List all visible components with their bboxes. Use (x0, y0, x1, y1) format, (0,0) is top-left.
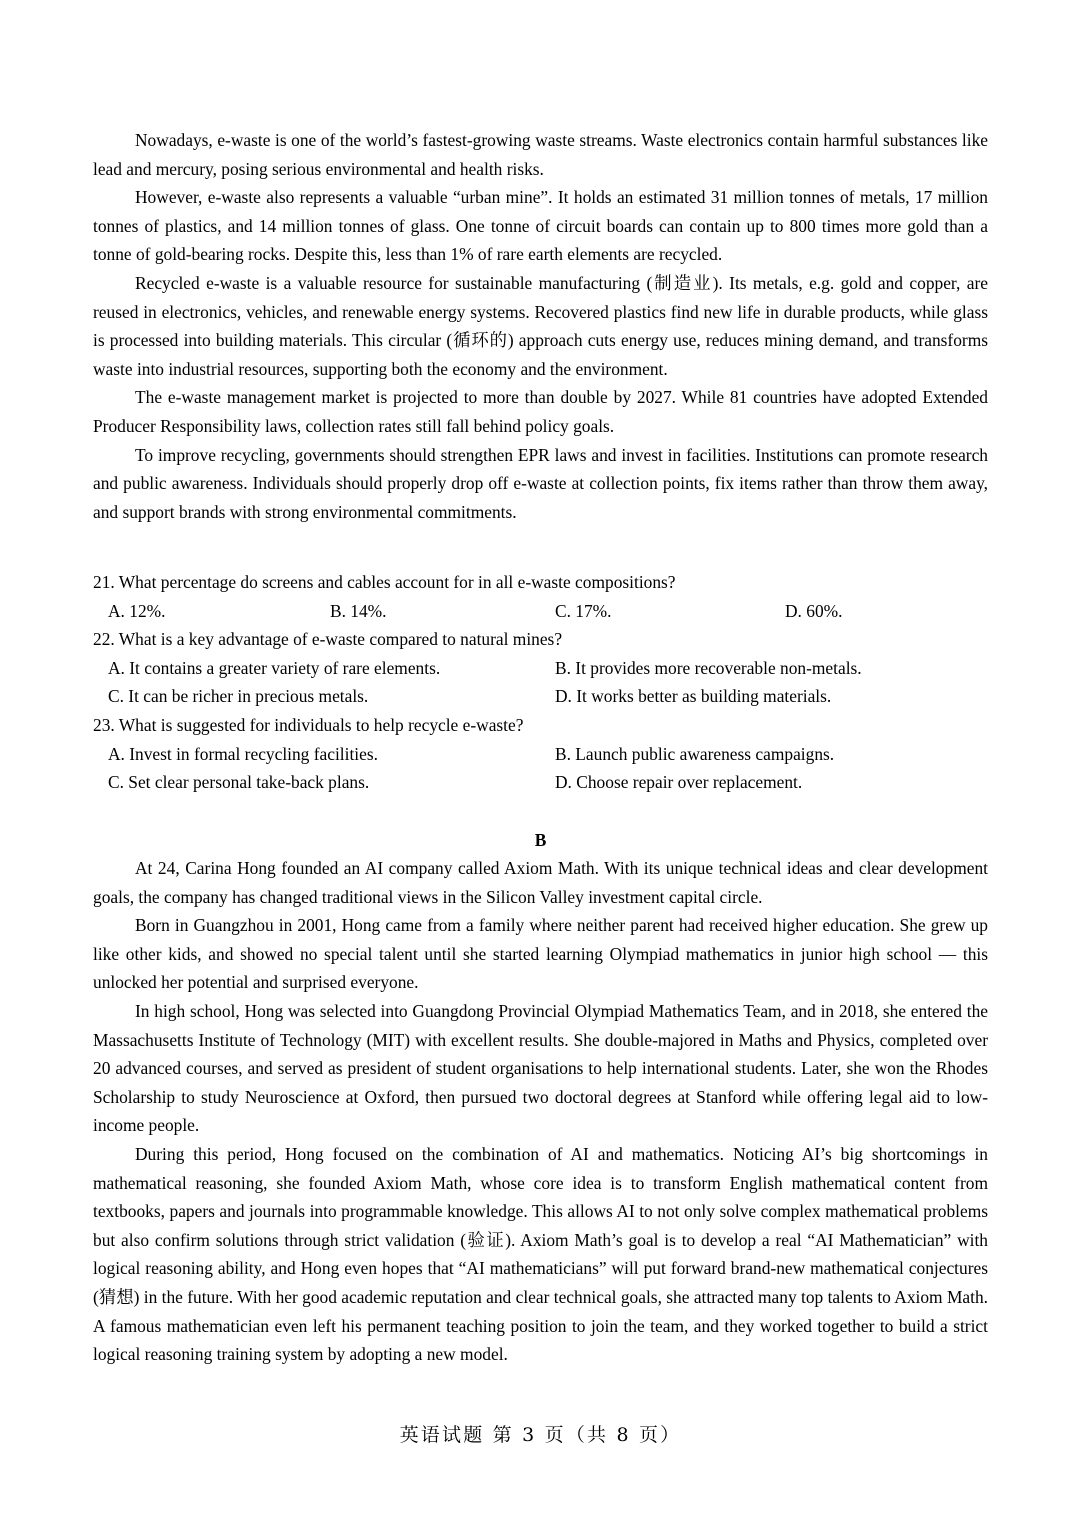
passage-a-paragraph-1: Nowadays, e-waste is one of the world’s fastest-growing waste streams. Waste electronics contain harmful substances like lead and mercury, posing serious environmental and health risks. (93, 130, 988, 179)
exam-page (93, 0, 988, 1528)
passage-a-paragraph-2: However, e-waste also represents a valuable “urban mine”. It holds an estimated 31 million tonnes of metals, 17 million tonnes of plastics, and 14 million tonnes of glass. One tonne of circuit boards can contain up to 800 times more gold than a tonne of gold-bearing rocks. Despite this, less than 1% of rare earth elements are recycled. (93, 187, 988, 265)
question-23-options-row-2 (93, 768, 988, 797)
passage-a (93, 126, 988, 526)
question-21-option-b[interactable]: B. 14%. (330, 600, 387, 621)
passage-a-paragraph-4: The e-waste management market is projected to more than double by 2027. While 81 countries have adopted Extended Producer Responsibility laws, collection rates still fall behind policy goals. (93, 387, 988, 436)
question-23-option-b[interactable]: B. Launch public awareness campaigns. (555, 743, 835, 764)
question-22-stem: 22. What is a key advantage of e-waste compared to natural mines? (93, 629, 563, 650)
question-22-option-b[interactable]: B. It provides more recoverable non-metals. (555, 657, 862, 678)
question-21-option-a[interactable]: A. 12%. (108, 600, 166, 621)
question-22 (93, 625, 988, 711)
question-22-option-d[interactable]: D. It works better as building materials. (555, 686, 832, 707)
question-21-option-c[interactable]: C. 17%. (555, 600, 612, 621)
passage-b-paragraph-1: At 24, Carina Hong founded an AI company called Axiom Math. With its unique technical ideas and clear development goals, the company has changed traditional views in the Silicon Valley investment capital circle. (93, 858, 988, 907)
question-23-option-d[interactable]: D. Choose repair over replacement. (555, 772, 803, 793)
question-list (93, 568, 988, 797)
question-21-option-d[interactable]: D. 60%. (785, 600, 843, 621)
question-22-option-a[interactable]: A. It contains a greater variety of rare elements. (108, 657, 441, 678)
question-21-options (93, 597, 988, 626)
passage-b-paragraph-4: During this period, Hong focused on the combination of AI and mathematics. Noticing AI’s big shortcomings in mathematical reasoning, she founded Axiom Math, whose core idea is to transform English mathematical content from textbooks, papers and journals into programmable knowledge. This allows AI to not only solve complex mathematical problems but also confirm solutions through strict validation (验证). Axiom Math’s goal is to develop a real “AI Mathematician” with logical reasoning ability, and Hong even hopes that “AI mathematicians” will put forward brand-new mathematical conjectures (猜想) in the future. With her good academic reputation and clear technical goals, she attracted many top talents to Axiom Math. A famous mathematician even left his permanent teaching position to join the team, and they worked together to build a strict logical reasoning training system by adopting a new model. (93, 1143, 988, 1365)
question-21 (93, 568, 988, 625)
passage-a-paragraph-5: To improve recycling, governments should strengthen EPR laws and invest in facilities. Institutions can promote research and public awareness. Individuals should properly drop off e-waste at collection points, fix items rather than throw them away, and support brands with strong environmental commitments. (93, 444, 988, 522)
question-22-option-c[interactable]: C. It can be richer in precious metals. (108, 686, 369, 707)
question-23-stem: 23. What is suggested for individuals to help recycle e-waste? (93, 714, 524, 735)
question-22-options-row-2 (93, 682, 988, 711)
passage-b (93, 854, 988, 1369)
page-footer: 英语试题 第 3 页（共 8 页） (399, 1424, 682, 1446)
passage-b-paragraph-2: Born in Guangzhou in 2001, Hong came from a family where neither parent had received higher education. She grew up like other kids, and showed no special talent until she started learning Olympiad mathematics in junior high school — this unlocked her potential and surprised everyone. (93, 915, 988, 993)
section-b-heading: B (534, 830, 547, 850)
question-22-options-row-1 (93, 654, 988, 683)
question-23 (93, 711, 988, 797)
passage-a-paragraph-3: Recycled e-waste is a valuable resource for sustainable manufacturing (制造业). Its metals, e.g. gold and copper, are reused in electronics, vehicles, and renewable energy systems. Recovered plastics find new life in durable products, while glass is processed into building materials. This circular (循环的) approach cuts energy use, reduces mining demand, and transforms waste into industrial resources, supporting both the economy and the environment. (93, 272, 988, 379)
question-23-option-a[interactable]: A. Invest in formal recycling facilities. (108, 743, 378, 764)
question-23-option-c[interactable]: C. Set clear personal take-back plans. (108, 772, 370, 793)
question-21-stem: 21. What percentage do screens and cables account for in all e-waste compositions? (93, 572, 676, 592)
passage-b-paragraph-3: In high school, Hong was selected into Guangdong Provincial Olympiad Mathematics Team, and in 2018, she entered the Massachusetts Institute of Technology (MIT) with excellent results. She double-majored in Maths and Physics, completed over 20 advanced courses, and served as president of student organisations to help international students. Later, she won the Rhodes Scholarship to study Neuroscience at Oxford, then pursued two doctoral degrees at Stanford while offering legal aid to low-income people. (93, 1000, 988, 1136)
question-23-options-row-1 (93, 740, 988, 769)
